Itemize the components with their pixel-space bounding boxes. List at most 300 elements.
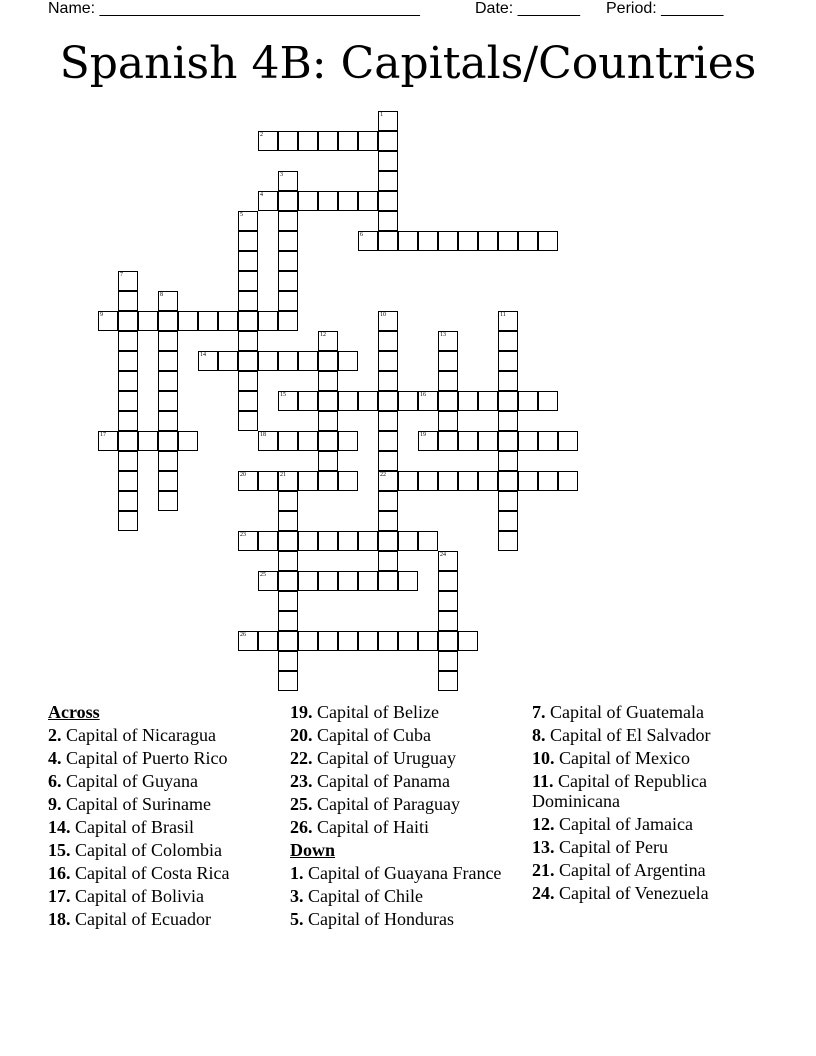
clue-item-text: Capital of Guayana France xyxy=(303,863,502,883)
clue-item-text: Capital of Guatemala xyxy=(545,702,704,722)
grid-cell[interactable] xyxy=(338,351,358,371)
clue-item-number: 11. xyxy=(532,771,554,791)
clue-item xyxy=(290,817,526,837)
grid-cell[interactable] xyxy=(118,471,138,491)
clue-item xyxy=(48,794,284,814)
grid-cell[interactable] xyxy=(278,631,298,651)
clue-item-number: 7. xyxy=(532,702,546,722)
clue-item-number: 26. xyxy=(290,817,313,837)
grid-cell[interactable] xyxy=(498,311,518,331)
grid-cell[interactable] xyxy=(118,311,138,331)
clue-item-number: 14. xyxy=(48,817,71,837)
grid-cell[interactable] xyxy=(378,311,398,331)
clue-item-number: 18. xyxy=(48,909,71,929)
grid-cell[interactable] xyxy=(498,511,518,531)
grid-cell[interactable] xyxy=(238,371,258,391)
clue-number: 8 xyxy=(160,292,163,298)
grid-cell[interactable] xyxy=(158,451,178,471)
grid-cell[interactable] xyxy=(278,131,298,151)
grid-cell[interactable] xyxy=(158,371,178,391)
grid-cell[interactable] xyxy=(278,291,298,311)
clue-item-text: Capital of Cuba xyxy=(312,725,431,745)
grid-cell[interactable] xyxy=(278,431,298,451)
grid-cell[interactable] xyxy=(278,671,298,691)
grid-cell[interactable] xyxy=(498,431,518,451)
grid-cell[interactable] xyxy=(238,411,258,431)
grid-cell[interactable] xyxy=(498,411,518,431)
clue-item-number: 21. xyxy=(532,860,555,880)
grid-cell[interactable] xyxy=(478,471,498,491)
grid-cell[interactable] xyxy=(298,571,318,591)
clue-item-text: Capital of Venezuela xyxy=(554,883,709,903)
clue-item xyxy=(532,702,768,722)
grid-cell[interactable] xyxy=(418,471,438,491)
clue-item-text: Capital of Nicaragua xyxy=(61,725,216,745)
grid-cell[interactable] xyxy=(238,231,258,251)
grid-cell[interactable] xyxy=(378,471,398,491)
grid-cell[interactable] xyxy=(158,351,178,371)
grid-cell[interactable] xyxy=(158,431,178,451)
grid-cell[interactable] xyxy=(358,191,378,211)
down-heading: Down xyxy=(290,840,336,860)
grid-cell[interactable] xyxy=(378,351,398,371)
grid-cell[interactable] xyxy=(438,591,458,611)
grid-cell[interactable] xyxy=(318,411,338,431)
grid-cell[interactable] xyxy=(318,191,338,211)
clue-item-text: Capital of Brasil xyxy=(70,817,194,837)
clue-item-text: Capital of Colombia xyxy=(70,840,222,860)
clue-item xyxy=(532,860,768,880)
grid-cell[interactable] xyxy=(398,471,418,491)
grid-cell[interactable] xyxy=(98,431,118,451)
clue-item-number: 17. xyxy=(48,886,71,906)
grid-cell[interactable] xyxy=(278,491,298,511)
grid-cell[interactable] xyxy=(498,371,518,391)
grid-cell[interactable] xyxy=(238,251,258,271)
clues-column-1 xyxy=(48,702,284,932)
grid-cell[interactable] xyxy=(118,451,138,471)
grid-cell[interactable] xyxy=(238,391,258,411)
clue-item xyxy=(290,702,526,722)
grid-cell[interactable] xyxy=(378,411,398,431)
grid-cell[interactable] xyxy=(458,431,478,451)
clue-number: 11 xyxy=(500,312,506,318)
grid-cell[interactable] xyxy=(458,471,478,491)
grid-cell[interactable] xyxy=(278,651,298,671)
grid-cell[interactable] xyxy=(438,611,458,631)
grid-cell[interactable] xyxy=(258,131,278,151)
clue-item xyxy=(48,817,284,837)
grid-cell[interactable] xyxy=(318,631,338,651)
grid-cell[interactable] xyxy=(338,391,358,411)
grid-cell[interactable] xyxy=(558,471,578,491)
grid-cell[interactable] xyxy=(378,231,398,251)
grid-cell[interactable] xyxy=(418,391,438,411)
grid-cell[interactable] xyxy=(498,351,518,371)
grid-cell[interactable] xyxy=(318,531,338,551)
clue-item-text: Capital of Mexico xyxy=(554,748,690,768)
clue-item xyxy=(290,771,526,791)
grid-cell[interactable] xyxy=(258,351,278,371)
grid-cell[interactable] xyxy=(378,451,398,471)
clue-item-text: Capital of Paraguay xyxy=(312,794,460,814)
grid-cell[interactable] xyxy=(398,391,418,411)
across-clue-list xyxy=(48,725,284,929)
grid-cell[interactable] xyxy=(278,471,298,491)
grid-cell[interactable] xyxy=(318,471,338,491)
grid-cell[interactable] xyxy=(118,511,138,531)
clue-item xyxy=(290,909,526,929)
grid-cell[interactable] xyxy=(118,331,138,351)
clue-number: 22 xyxy=(380,472,386,478)
grid-cell[interactable] xyxy=(378,171,398,191)
grid-cell[interactable] xyxy=(158,491,178,511)
grid-cell[interactable] xyxy=(438,631,458,651)
grid-cell[interactable] xyxy=(298,631,318,651)
grid-cell[interactable] xyxy=(438,371,458,391)
period-field-label: Period: _______ xyxy=(606,0,724,17)
clue-number: 26 xyxy=(240,632,246,638)
grid-cell[interactable] xyxy=(118,431,138,451)
clue-item xyxy=(48,748,284,768)
clue-item xyxy=(532,883,768,903)
grid-cell[interactable] xyxy=(358,631,378,651)
grid-cell[interactable] xyxy=(518,231,538,251)
clue-number: 5 xyxy=(240,212,243,218)
grid-cell[interactable] xyxy=(258,191,278,211)
grid-cell[interactable] xyxy=(118,271,138,291)
grid-cell[interactable] xyxy=(498,331,518,351)
grid-cell[interactable] xyxy=(158,291,178,311)
grid-cell[interactable] xyxy=(518,471,538,491)
grid-cell[interactable] xyxy=(378,431,398,451)
clue-item-number: 8. xyxy=(532,725,546,745)
grid-cell[interactable] xyxy=(298,351,318,371)
clue-number: 3 xyxy=(280,172,283,178)
clue-item xyxy=(290,748,526,768)
grid-cell[interactable] xyxy=(378,371,398,391)
clue-item xyxy=(48,725,284,745)
grid-cell[interactable] xyxy=(278,591,298,611)
grid-cell[interactable] xyxy=(318,571,338,591)
grid-cell[interactable] xyxy=(458,631,478,651)
clue-item-number: 15. xyxy=(48,840,71,860)
clue-number: 17 xyxy=(100,432,106,438)
clue-item xyxy=(48,840,284,860)
grid-cell[interactable] xyxy=(318,391,338,411)
clue-item-text: Capital of Ecuador xyxy=(70,909,211,929)
grid-cell[interactable] xyxy=(478,431,498,451)
grid-cell[interactable] xyxy=(118,491,138,511)
grid-cell[interactable] xyxy=(458,391,478,411)
grid-cell[interactable] xyxy=(398,531,418,551)
grid-cell[interactable] xyxy=(338,131,358,151)
grid-cell[interactable] xyxy=(178,311,198,331)
grid-cell[interactable] xyxy=(118,351,138,371)
grid-cell[interactable] xyxy=(278,231,298,251)
grid-cell[interactable] xyxy=(338,471,358,491)
grid-cell[interactable] xyxy=(518,391,538,411)
grid-cell[interactable] xyxy=(238,531,258,551)
clue-item-number: 13. xyxy=(532,837,555,857)
grid-cell[interactable] xyxy=(498,391,518,411)
clue-item-text: Capital of Honduras xyxy=(303,909,454,929)
clue-item xyxy=(290,863,526,883)
grid-cell[interactable] xyxy=(278,511,298,531)
grid-cell[interactable] xyxy=(238,211,258,231)
clue-item-text: Capital of Suriname xyxy=(61,794,211,814)
grid-cell[interactable] xyxy=(238,631,258,651)
grid-cell[interactable] xyxy=(378,131,398,151)
across-heading: Across xyxy=(48,702,100,722)
grid-cell[interactable] xyxy=(258,631,278,651)
grid-cell[interactable] xyxy=(318,351,338,371)
grid-cell[interactable] xyxy=(398,571,418,591)
clue-item-number: 16. xyxy=(48,863,71,883)
grid-cell[interactable] xyxy=(298,431,318,451)
grid-cell[interactable] xyxy=(378,631,398,651)
clue-number: 20 xyxy=(240,472,246,478)
grid-cell[interactable] xyxy=(338,571,358,591)
grid-cell[interactable] xyxy=(278,571,298,591)
grid-cell[interactable] xyxy=(438,351,458,371)
grid-cell[interactable] xyxy=(118,411,138,431)
grid-cell[interactable] xyxy=(378,491,398,511)
down-clue-list xyxy=(290,863,526,929)
clue-number: 25 xyxy=(260,572,266,578)
grid-cell[interactable] xyxy=(358,131,378,151)
grid-cell[interactable] xyxy=(478,391,498,411)
grid-cell[interactable] xyxy=(118,371,138,391)
grid-cell[interactable] xyxy=(358,571,378,591)
grid-cell[interactable] xyxy=(258,471,278,491)
grid-cell[interactable] xyxy=(238,351,258,371)
clue-number: 23 xyxy=(240,532,246,538)
grid-cell[interactable] xyxy=(538,471,558,491)
grid-cell[interactable] xyxy=(298,471,318,491)
name-field-label: Name: ____________________________________ xyxy=(48,0,420,17)
clue-item-text: Capital of Costa Rica xyxy=(70,863,230,883)
grid-cell[interactable] xyxy=(358,531,378,551)
grid-cell[interactable] xyxy=(158,331,178,351)
clue-number: 4 xyxy=(260,192,263,198)
clue-item-text: Capital of Panama xyxy=(312,771,450,791)
clue-number: 16 xyxy=(420,392,426,398)
grid-cell[interactable] xyxy=(298,131,318,151)
grid-cell[interactable] xyxy=(198,351,218,371)
grid-cell[interactable] xyxy=(278,211,298,231)
grid-cell[interactable] xyxy=(438,671,458,691)
grid-cell[interactable] xyxy=(318,331,338,351)
grid-cell[interactable] xyxy=(438,551,458,571)
grid-cell[interactable] xyxy=(178,431,198,451)
grid-cell[interactable] xyxy=(418,631,438,651)
clue-item-text: Capital of Puerto Rico xyxy=(61,748,228,768)
clue-item-text: Capital of Bolivia xyxy=(70,886,204,906)
grid-cell[interactable] xyxy=(438,231,458,251)
clue-item-text: Capital of Belize xyxy=(312,702,439,722)
grid-cell[interactable] xyxy=(118,391,138,411)
grid-cell[interactable] xyxy=(218,351,238,371)
grid-cell[interactable] xyxy=(298,531,318,551)
grid-cell[interactable] xyxy=(278,531,298,551)
grid-cell[interactable] xyxy=(338,191,358,211)
grid-cell[interactable] xyxy=(538,391,558,411)
grid-cell[interactable] xyxy=(398,631,418,651)
clue-item xyxy=(290,794,526,814)
clue-item-number: 3. xyxy=(290,886,304,906)
clue-item xyxy=(48,771,284,791)
grid-cell[interactable] xyxy=(498,531,518,551)
across-clue-list-continued xyxy=(290,702,526,837)
clue-item-number: 2. xyxy=(48,725,62,745)
grid-cell[interactable] xyxy=(278,191,298,211)
grid-cell[interactable] xyxy=(278,311,298,331)
grid-cell[interactable] xyxy=(378,191,398,211)
grid-cell[interactable] xyxy=(438,571,458,591)
grid-cell[interactable] xyxy=(318,451,338,471)
clue-number: 24 xyxy=(440,552,446,558)
grid-cell[interactable] xyxy=(498,451,518,471)
grid-cell[interactable] xyxy=(498,491,518,511)
grid-cell[interactable] xyxy=(438,431,458,451)
grid-cell[interactable] xyxy=(238,471,258,491)
clue-item-number: 12. xyxy=(532,814,555,834)
grid-cell[interactable] xyxy=(98,311,118,331)
clue-item-number: 19. xyxy=(290,702,313,722)
grid-cell[interactable] xyxy=(198,311,218,331)
grid-cell[interactable] xyxy=(418,231,438,251)
grid-cell[interactable] xyxy=(238,311,258,331)
grid-cell[interactable] xyxy=(378,391,398,411)
clue-number: 18 xyxy=(260,432,266,438)
clue-item-text: Capital of Haiti xyxy=(312,817,429,837)
grid-cell[interactable] xyxy=(378,151,398,171)
grid-cell[interactable] xyxy=(318,371,338,391)
clue-number: 1 xyxy=(380,112,383,118)
grid-cell[interactable] xyxy=(158,411,178,431)
grid-cell[interactable] xyxy=(378,111,398,131)
grid-cell[interactable] xyxy=(418,531,438,551)
grid-cell[interactable] xyxy=(338,631,358,651)
grid-cell[interactable] xyxy=(218,311,238,331)
clue-item xyxy=(48,909,284,929)
grid-cell[interactable] xyxy=(518,431,538,451)
grid-cell[interactable] xyxy=(378,511,398,531)
grid-cell[interactable] xyxy=(258,571,278,591)
date-field-label: Date: _______ xyxy=(475,0,580,17)
clue-item xyxy=(290,725,526,745)
grid-cell[interactable] xyxy=(478,231,498,251)
clue-item-text: Capital of Jamaica xyxy=(554,814,693,834)
grid-cell[interactable] xyxy=(158,391,178,411)
grid-cell[interactable] xyxy=(438,391,458,411)
grid-cell[interactable] xyxy=(238,271,258,291)
clue-item-text: Capital of Guyana xyxy=(61,771,198,791)
clue-number: 6 xyxy=(360,232,363,238)
clue-item-number: 22. xyxy=(290,748,313,768)
grid-cell[interactable] xyxy=(438,331,458,351)
clue-item-number: 20. xyxy=(290,725,313,745)
clue-item-number: 4. xyxy=(48,748,62,768)
grid-cell[interactable] xyxy=(358,391,378,411)
grid-cell[interactable] xyxy=(378,571,398,591)
grid-cell[interactable] xyxy=(378,331,398,351)
clue-number: 19 xyxy=(420,432,426,438)
grid-cell[interactable] xyxy=(558,431,578,451)
grid-cell[interactable] xyxy=(238,331,258,351)
grid-cell[interactable] xyxy=(358,231,378,251)
clue-item-number: 24. xyxy=(532,883,555,903)
clue-item xyxy=(48,863,284,883)
clue-item-number: 25. xyxy=(290,794,313,814)
clue-item-number: 9. xyxy=(48,794,62,814)
grid-cell[interactable] xyxy=(278,611,298,631)
grid-cell[interactable] xyxy=(498,231,518,251)
grid-cell[interactable] xyxy=(138,431,158,451)
grid-cell[interactable] xyxy=(438,411,458,431)
grid-cell[interactable] xyxy=(318,131,338,151)
grid-cell[interactable] xyxy=(338,431,358,451)
grid-cell[interactable] xyxy=(258,431,278,451)
grid-cell[interactable] xyxy=(158,311,178,331)
grid-cell[interactable] xyxy=(278,551,298,571)
clue-item-text: Capital of Chile xyxy=(303,886,423,906)
grid-cell[interactable] xyxy=(338,531,358,551)
clue-number: 13 xyxy=(440,332,446,338)
clue-number: 2 xyxy=(260,132,263,138)
down-clue-list-continued xyxy=(532,702,768,903)
grid-cell[interactable] xyxy=(538,431,558,451)
grid-cell[interactable] xyxy=(438,471,458,491)
clue-item-number: 1. xyxy=(290,863,304,883)
clue-item-text: Capital of Uruguay xyxy=(312,748,456,768)
grid-cell[interactable] xyxy=(398,231,418,251)
clues-column-2 xyxy=(290,702,526,932)
clue-item xyxy=(532,748,768,768)
grid-cell[interactable] xyxy=(318,431,338,451)
grid-cell[interactable] xyxy=(138,311,158,331)
clue-item xyxy=(532,725,768,745)
grid-cell[interactable] xyxy=(258,311,278,331)
grid-cell[interactable] xyxy=(278,391,298,411)
grid-cell[interactable] xyxy=(378,531,398,551)
clues-column-3 xyxy=(532,702,768,906)
grid-cell[interactable] xyxy=(278,351,298,371)
clue-item-number: 5. xyxy=(290,909,304,929)
grid-cell[interactable] xyxy=(538,231,558,251)
grid-cell[interactable] xyxy=(278,251,298,271)
grid-cell[interactable] xyxy=(118,291,138,311)
grid-cell[interactable] xyxy=(418,431,438,451)
clue-number: 12 xyxy=(320,332,326,338)
grid-cell[interactable] xyxy=(278,171,298,191)
grid-cell[interactable] xyxy=(498,471,518,491)
clue-item-text: Capital of Peru xyxy=(554,837,668,857)
grid-cell[interactable] xyxy=(238,291,258,311)
clue-item-text: Capital of Argentina xyxy=(554,860,706,880)
grid-cell[interactable] xyxy=(458,231,478,251)
grid-cell[interactable] xyxy=(278,271,298,291)
clue-number: 7 xyxy=(120,272,123,278)
grid-cell[interactable] xyxy=(438,651,458,671)
grid-cell[interactable] xyxy=(298,391,318,411)
grid-cell[interactable] xyxy=(258,531,278,551)
grid-cell[interactable] xyxy=(298,191,318,211)
grid-cell[interactable] xyxy=(158,471,178,491)
grid-cell[interactable] xyxy=(378,211,398,231)
grid-cell[interactable] xyxy=(378,551,398,571)
